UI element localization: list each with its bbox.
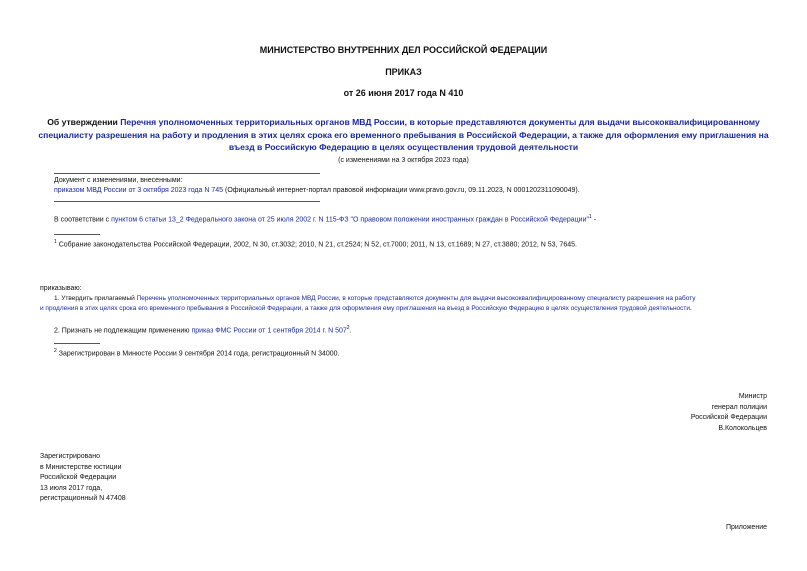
item2 — [54, 324, 352, 335]
changes-bottom-rule — [54, 201, 320, 202]
ministry-name: МИНИСТЕРСТВО ВНУТРЕННИХ ДЕЛ РОССИЙСКОЙ ФЕДЕРАЦИИ — [259, 45, 548, 55]
item2-fms-link[interactable]: приказ ФМС России от 1 сентября 2014 г. N 507 — [191, 327, 347, 335]
preamble-suffix: - — [591, 216, 597, 224]
title-prefix: Об утверждении — [47, 117, 121, 127]
item1-list-link[interactable]: Перечень уполномоченных территориальных органов МВД России, в которые представляются документы для выдачи высококвалифицированному специалисту разрешения на работу — [136, 295, 696, 302]
signature-position: Министр — [738, 393, 767, 400]
document-date-number: от 26 июня 2017 года N 410 — [343, 88, 464, 98]
item1-prefix: 1. Утвердить прилагаемый — [54, 295, 137, 302]
changes-text — [54, 186, 580, 195]
footnote2 — [54, 347, 340, 358]
registration-block — [40, 452, 126, 505]
item2-suffix: . — [349, 327, 352, 335]
preamble — [54, 213, 596, 224]
item1-line2 — [40, 304, 780, 313]
preamble-prefix: В соответствии с — [54, 216, 112, 224]
footnote1-text: Собрание законодательства Российской Федерации, 2002, N 30, ст.3032; 2010, N 21, ст.2524; N 52, ст.7000; 2011, N 13, ст.1689; N 27, ст.3880; 2012, N 53, 7645. — [56, 241, 577, 249]
changes-rest: (Официальный интернет-портал правовой информации www.pravo.gov.ru, 09.11.2023, N 0001202311090049). — [223, 187, 580, 194]
document-title — [30, 116, 777, 154]
item1-list-link-cont[interactable]: и продления в этих целях срока его временного пребывания в Российской Федерации, а также для оформления ему приглашения на въезд в Российскую Федерацию в целях осуществления трудовой деятельности — [40, 305, 691, 312]
changes-link[interactable]: приказом МВД России от 3 октября 2023 года N 745 — [54, 187, 224, 194]
signature-country: Российской Федерации — [690, 414, 767, 421]
document-type: ПРИКАЗ — [385, 67, 422, 77]
registration-line-5: регистрационный N 47408 — [40, 495, 126, 502]
preamble-law-link[interactable]: пунктом 6 статьи 13_2 Федерального закона от 25 июля 2002 г. N 115-ФЗ "О правовом положении иностранных граждан в Российской Федерации" — [111, 216, 589, 224]
signature-rank: генерал полиции — [711, 403, 767, 411]
order-word: приказываю: — [40, 285, 82, 292]
item2-prefix: 2. Признать не подлежащим применению — [54, 327, 192, 335]
footnote1-rule — [54, 234, 100, 235]
signature-block — [691, 392, 767, 434]
registration-line-3: Российской Федерации — [40, 474, 117, 481]
appendix-label: Приложение — [725, 524, 767, 531]
amendments-note: (с изменениями на 3 октября 2023 года) — [338, 157, 469, 164]
changes-label: Документ с изменениями, внесенными: — [54, 177, 183, 184]
footnote1 — [54, 238, 577, 249]
footnote2-mark: 2 — [54, 348, 57, 354]
footnote2-text: Зарегистрирован в Минюсте России 9 сентября 2014 года, регистрационный N 34000. — [56, 350, 340, 358]
footnote2-rule — [54, 343, 100, 344]
signature-name: В.Колокольцев — [718, 424, 767, 432]
registration-line-1: Зарегистрировано — [40, 453, 100, 460]
footnote1-mark: 1 — [54, 239, 57, 245]
item1-suffix: . — [690, 305, 692, 312]
changes-top-rule — [54, 173, 320, 174]
footnote-ref-1[interactable]: 1 — [588, 214, 592, 220]
item1-line1 — [54, 294, 774, 303]
registration-line-4: 13 июля 2017 года, — [40, 484, 103, 492]
title-link[interactable]: Перечня уполномоченных территориальных органов МВД России, в которые представляются документы для выдачи высококвалифицированному специалисту разрешения на работу и продления в этих целях срока его временного пребывания в Российской Федерации, а также для оформления ему приглашения на въезд в Российскую Федерацию в целях осуществления трудовой деятельности — [38, 117, 769, 152]
registration-line-2: в Министерстве юстиции — [40, 463, 122, 471]
footnote-ref-2[interactable]: 2 — [346, 325, 350, 331]
